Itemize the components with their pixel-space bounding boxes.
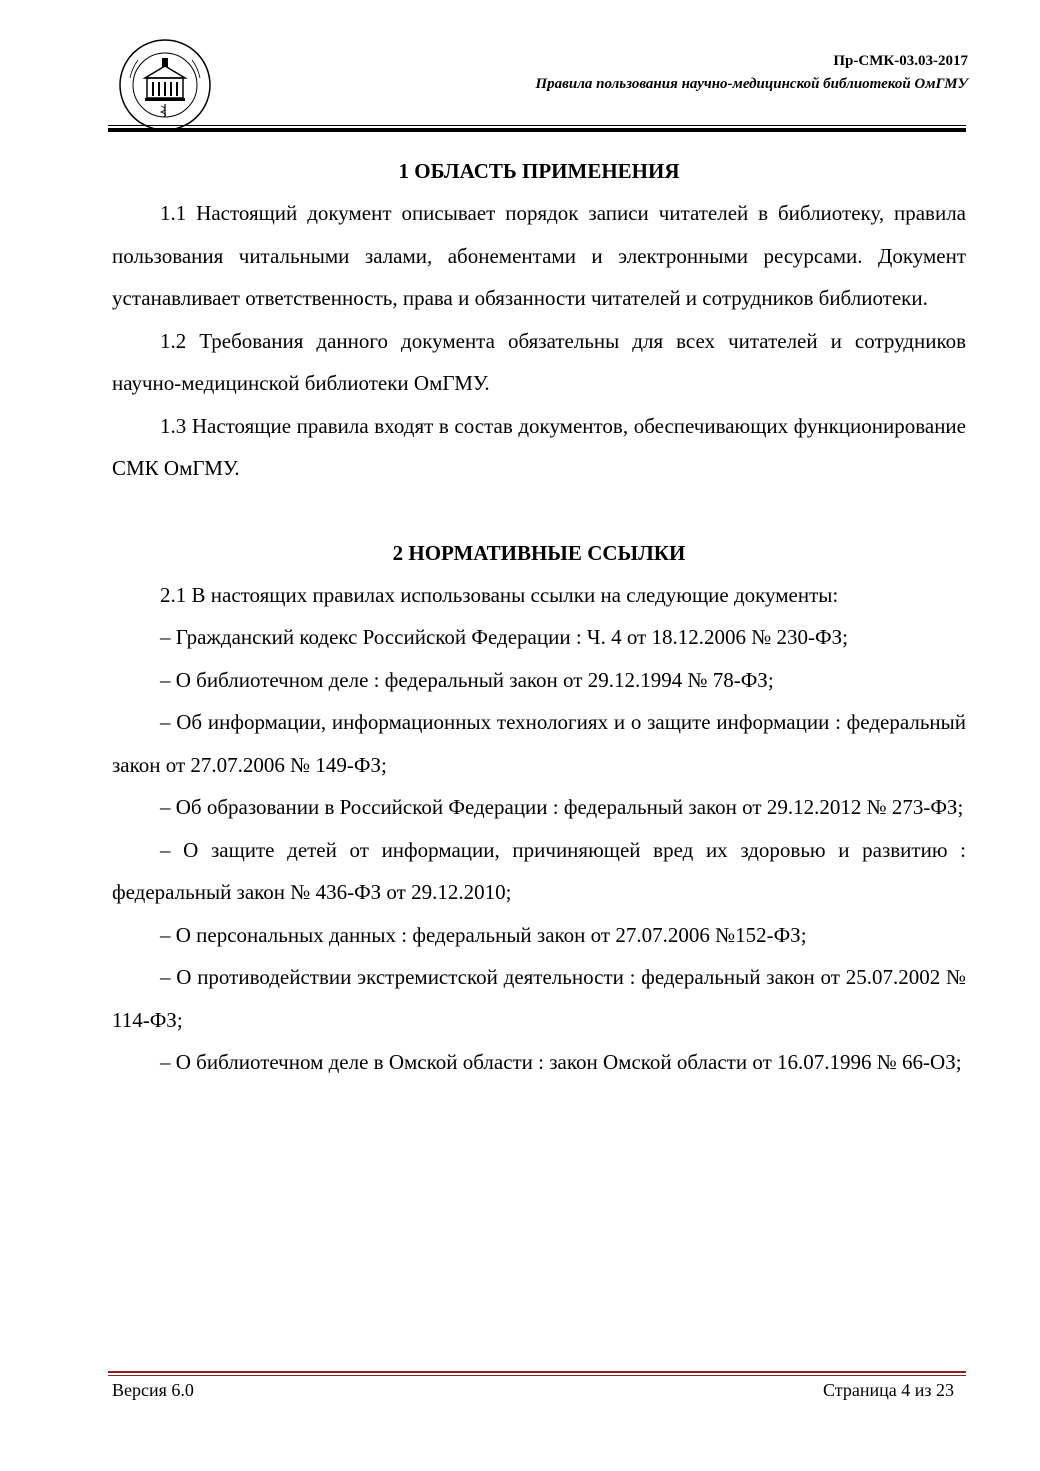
section-heading: 1 ОБЛАСТЬ ПРИМЕНЕНИЯ: [398, 159, 680, 183]
paragraph: 2.1 В настоящих правилах использованы ссылки на следующие документы:: [160, 582, 839, 607]
document-code: Пр-СМК-03.03-2017: [833, 53, 968, 69]
header-rule-thin: [108, 125, 966, 126]
footer-rule-top: [108, 1371, 966, 1373]
page-number: Страница 4 из 23: [823, 1380, 954, 1400]
section-heading: 2 НОРМАТИВНЫЕ ССЫЛКИ: [392, 540, 686, 565]
list-item: – Гражданский кодекс Российской Федерации : Ч. 4 от 18.12.2006 № 230-ФЗ;: [160, 625, 848, 649]
version-label: Версия 6.0: [112, 1380, 194, 1400]
document-body: [112, 150, 966, 1084]
section-gap: [112, 490, 966, 532]
list-item: – О библиотечном деле в Омской области : закон Омской области от 16.07.1996 № 66-ОЗ;: [160, 1050, 962, 1074]
omgmu-seal-logo: [118, 38, 212, 132]
header-rule-thick: [108, 128, 966, 132]
footer-rule-bottom: [108, 1375, 966, 1376]
list-item: – О персональных данных : федеральный закон от 27.07.2006 №152-ФЗ;: [160, 922, 807, 947]
list-item: – Об информации, информационных технологиях и о защите информации : федеральный закон от 27.07.2006 № 149-ФЗ;: [112, 710, 966, 777]
list-item: – О защите детей от информации, причиняющей вред их здоровью и развитию : федеральный закон № 436-ФЗ от 29.12.2010;: [112, 837, 966, 904]
list-item: – О библиотечном деле : федеральный закон от 29.12.1994 № 78-ФЗ;: [160, 667, 774, 692]
paragraph: 1.1 Настоящий документ описывает порядок записи читателей в библиотеку, правила пользования читальными залами, абонементами и электронными ресурсами. Документ устанавливает ответственность, права и обязанности читателей и сотрудников библиотеки.: [112, 201, 966, 310]
document-title: Правила пользования научно-медицинской библиотекой ОмГМУ: [535, 76, 968, 92]
list-item: – О противодействии экстремистской деятельности : федеральный закон от 25.07.2002 № 114-ФЗ;: [112, 965, 966, 1032]
paragraph: 1.2 Требования данного документа обязательны для всех читателей и сотрудников научно-медицинской библиотеки ОмГМУ.: [112, 328, 966, 395]
list-item: – Об образовании в Российской Федерации : федеральный закон от 29.12.2012 № 273-ФЗ;: [160, 795, 964, 819]
paragraph: 1.3 Настоящие правила входят в состав документов, обеспечивающих функционирование СМК ОмГМУ.: [112, 413, 966, 480]
